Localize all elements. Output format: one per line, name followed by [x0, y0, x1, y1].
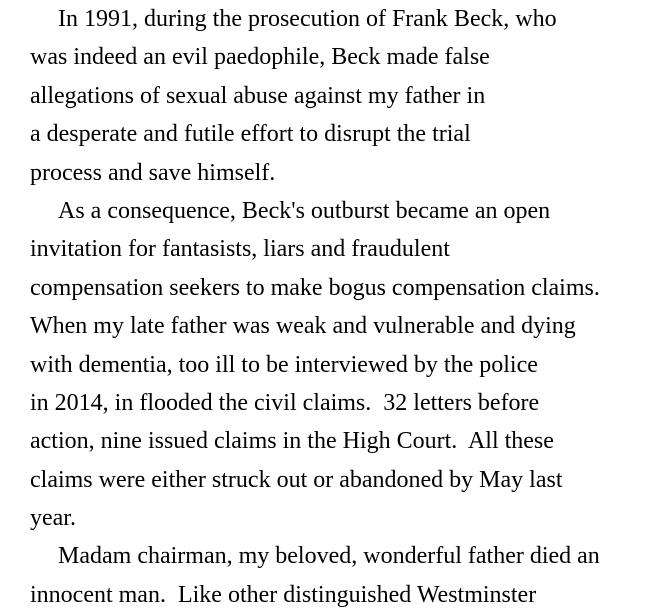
text-line: a desperate and futile effort to disrupt the trial: [30, 121, 471, 148]
text-line: claims were either struck out or abandoned by May last: [30, 466, 563, 493]
text-line: Madam chairman, my beloved, wonderful father died an: [58, 543, 600, 570]
text-line: compensation seekers to make bogus compensation claims.: [30, 274, 600, 301]
text-line: action, nine issued claims in the High Court. All these: [30, 428, 554, 455]
text-line: When my late father was weak and vulnerable and dying: [30, 313, 576, 340]
text-line: allegations of sexual abuse against my father in: [30, 82, 486, 109]
text-line: invitation for fantasists, liars and fraudulent: [30, 236, 450, 263]
text-line: In 1991, during the prosecution of Frank Beck, who: [58, 6, 557, 32]
text-line: with dementia, too ill to be interviewed by the police: [30, 351, 538, 378]
text-line: process and save himself.: [30, 159, 276, 186]
text-line: was indeed an evil paedophile, Beck made false: [30, 44, 490, 71]
text-line: in 2014, in flooded the civil claims. 32 letters before: [30, 389, 540, 416]
text-line: year.: [30, 505, 76, 532]
document-text: [30, 0, 666, 610]
text-line: As a consequence, Beck's outburst became an open: [58, 197, 551, 224]
text-line: innocent man. Like other distinguished Westminster: [30, 581, 537, 608]
